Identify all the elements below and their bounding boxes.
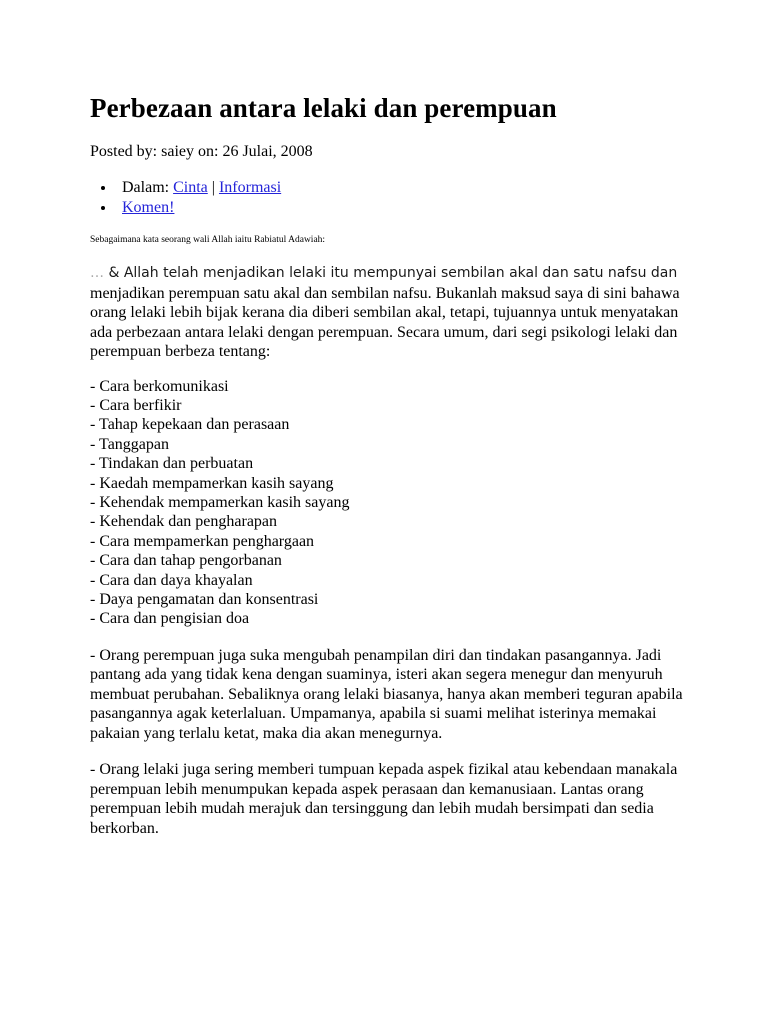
categories-label: Dalam: (122, 179, 174, 196)
list-item: - Cara dan daya khayalan (90, 571, 253, 589)
comment-item (116, 198, 690, 218)
list-item: - Cara dan pengisian doa (90, 610, 250, 628)
list-item: - Daya pengamatan dan konsentrasi (90, 590, 319, 608)
list-item: - Tanggapan (90, 435, 169, 453)
categories-item (116, 178, 690, 198)
article (90, 88, 690, 838)
list-item: - Cara berkomunikasi (90, 377, 229, 395)
list-item: - Kehendak mempamerkan kasih sayang (90, 493, 350, 511)
paragraph-1 (90, 263, 690, 362)
intro-small-text: Sebagaimana kata seorang wali Allah iaitu Rabiatul Adawiah: (90, 235, 326, 245)
post-meta-list (90, 178, 690, 218)
list-item: - Tindakan dan perbuatan (90, 455, 254, 473)
differences-list (90, 377, 690, 629)
comment-link[interactable]: Komen! (122, 199, 175, 216)
quote-ellipsis: … (90, 265, 104, 281)
list-item: - Cara mempamerkan penghargaan (90, 532, 315, 550)
posted-by-line: Posted by: saiey on: 26 Julai, 2008 (90, 143, 313, 160)
list-item: - Tahap kepekaan dan perasaan (90, 416, 290, 434)
list-item: - Cara berfikir (90, 396, 182, 414)
list-item: - Cara dan tahap pengorbanan (90, 552, 282, 570)
category-link-cinta[interactable]: Cinta (173, 179, 208, 196)
category-link-informasi[interactable]: Informasi (218, 179, 282, 196)
paragraph-1-rest: menjadikan perempuan satu akal dan sembilan nafsu. Bukanlah maksud saya di sini bahawa orang lelaki lebih bijak kerana dia diberi sembilan akal, tetapi, tujuannya untuk menyatakan ada perbezaan antara lelaki dengan perempuan. Secara umum, dari segi psikologi lelaki dan perempuan berbeza tentang: (90, 284, 680, 360)
quote-lead-text: & Allah telah menjadikan lelaki itu mempunyai sembilan akal dan satu nafsu dan (104, 265, 678, 281)
paragraph-2: - Orang perempuan juga suka mengubah penampilan diri dan tindakan pasangannya. Jadi pantang ada yang tidak kena dengan suaminya, isteri akan segera menegur dan menyuruh membuat perubahan. Sebaliknya orang lelaki biasanya, hanya akan memberi teguran apabila pasangannya agak keterlaluan. Umpamanya, apabila si suami melihat isterinya memakai pakaian yang terlalu ketat, maka dia akan menegurnya. (90, 646, 683, 742)
page-title: Perbezaan antara lelaki dan perempuan (90, 93, 557, 123)
list-item: - Kehendak dan pengharapan (90, 513, 278, 531)
paragraph-3: - Orang lelaki juga sering memberi tumpuan kepada aspek fizikal atau kebendaan manakala perempuan lebih menumpukan kepada aspek perasaan dan kemanusiaan. Lantas orang perempuan lebih mudah merajuk dan tersinggung dan lebih mudah bersimpati dan sedia berkorban. (90, 761, 678, 837)
category-separator: | (207, 179, 219, 196)
list-item: - Kaedah mempamerkan kasih sayang (90, 474, 334, 492)
quote-lead (90, 265, 677, 281)
